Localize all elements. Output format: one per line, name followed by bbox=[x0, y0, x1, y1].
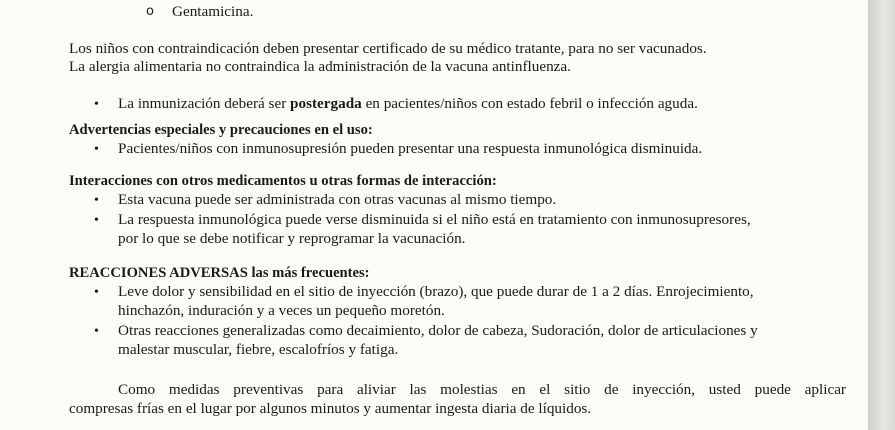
bullet-dot: • bbox=[94, 97, 99, 112]
food-allergy-text: La alergia alimentaria no contraindica la administración de la vacuna antinfluenza. bbox=[69, 58, 571, 75]
interactions-heading: Interacciones con otros medicamentos u otras formas de interacción: bbox=[69, 173, 497, 189]
page-edge-shadow bbox=[868, 0, 895, 430]
interactions-item-2-line-2: por lo que se debe notificar y reprogramar la vacunación. bbox=[118, 230, 466, 247]
adverse-reactions-heading: REACCIONES ADVERSAS las más frecuentes: bbox=[69, 265, 370, 281]
warnings-item: Pacientes/niños con inmunosupresión pueden presentar una respuesta inmunológica disminuida. bbox=[118, 140, 703, 157]
preventive-measures-line-1: Como medidas preventivas para aliviar las molestias en el sitio de inyección, usted puede aplicar bbox=[118, 381, 846, 398]
bullet-dot: • bbox=[94, 213, 99, 228]
adverse-item-2-line-1: Otras reacciones generalizadas como decaimiento, dolor de cabeza, Sudoración, dolor de articulaciones y bbox=[118, 322, 758, 339]
bullet-dot: • bbox=[94, 285, 99, 300]
postpone-text-after: en pacientes/niños con estado febril o infección aguda. bbox=[361, 95, 698, 112]
adverse-item-1-line-2: hinchazón, induración y a veces un pequeño moretón. bbox=[118, 302, 445, 319]
interactions-item-2-line-1: La respuesta inmunológica puede verse disminuida si el niño está en tratamiento con inmunosupresores, bbox=[118, 211, 751, 228]
interactions-item-1: Esta vacuna puede ser administrada con otras vacunas al mismo tiempo. bbox=[118, 191, 557, 208]
postpone-bullet-text bbox=[118, 95, 698, 113]
bullet-dot: • bbox=[94, 324, 99, 339]
bullet-dot: • bbox=[94, 193, 99, 208]
contraindication-certificate-text: Los niños con contraindicación deben presentar certificado de su médico tratante, para no ser vacunados. bbox=[69, 40, 707, 57]
adverse-item-2-line-2: malestar muscular, fiebre, escalofríos y fatiga. bbox=[118, 341, 399, 358]
postpone-text-before: La inmunización deberá ser bbox=[118, 95, 291, 112]
circle-bullet: o bbox=[146, 4, 154, 19]
warnings-heading: Advertencias especiales y precauciones en el uso: bbox=[69, 122, 373, 138]
sub-item-gentamicina: Gentamicina. bbox=[172, 3, 254, 20]
postpone-bold-word: postergada bbox=[290, 95, 362, 112]
bullet-dot: • bbox=[94, 142, 99, 157]
preventive-measures-line-2: compresas frías en el lugar por algunos minutos y aumentar ingesta diaria de líquidos. bbox=[69, 400, 592, 417]
adverse-item-1-line-1: Leve dolor y sensibilidad en el sitio de inyección (brazo), que puede durar de 1 a 2 días. Enrojecimiento, bbox=[118, 283, 754, 300]
